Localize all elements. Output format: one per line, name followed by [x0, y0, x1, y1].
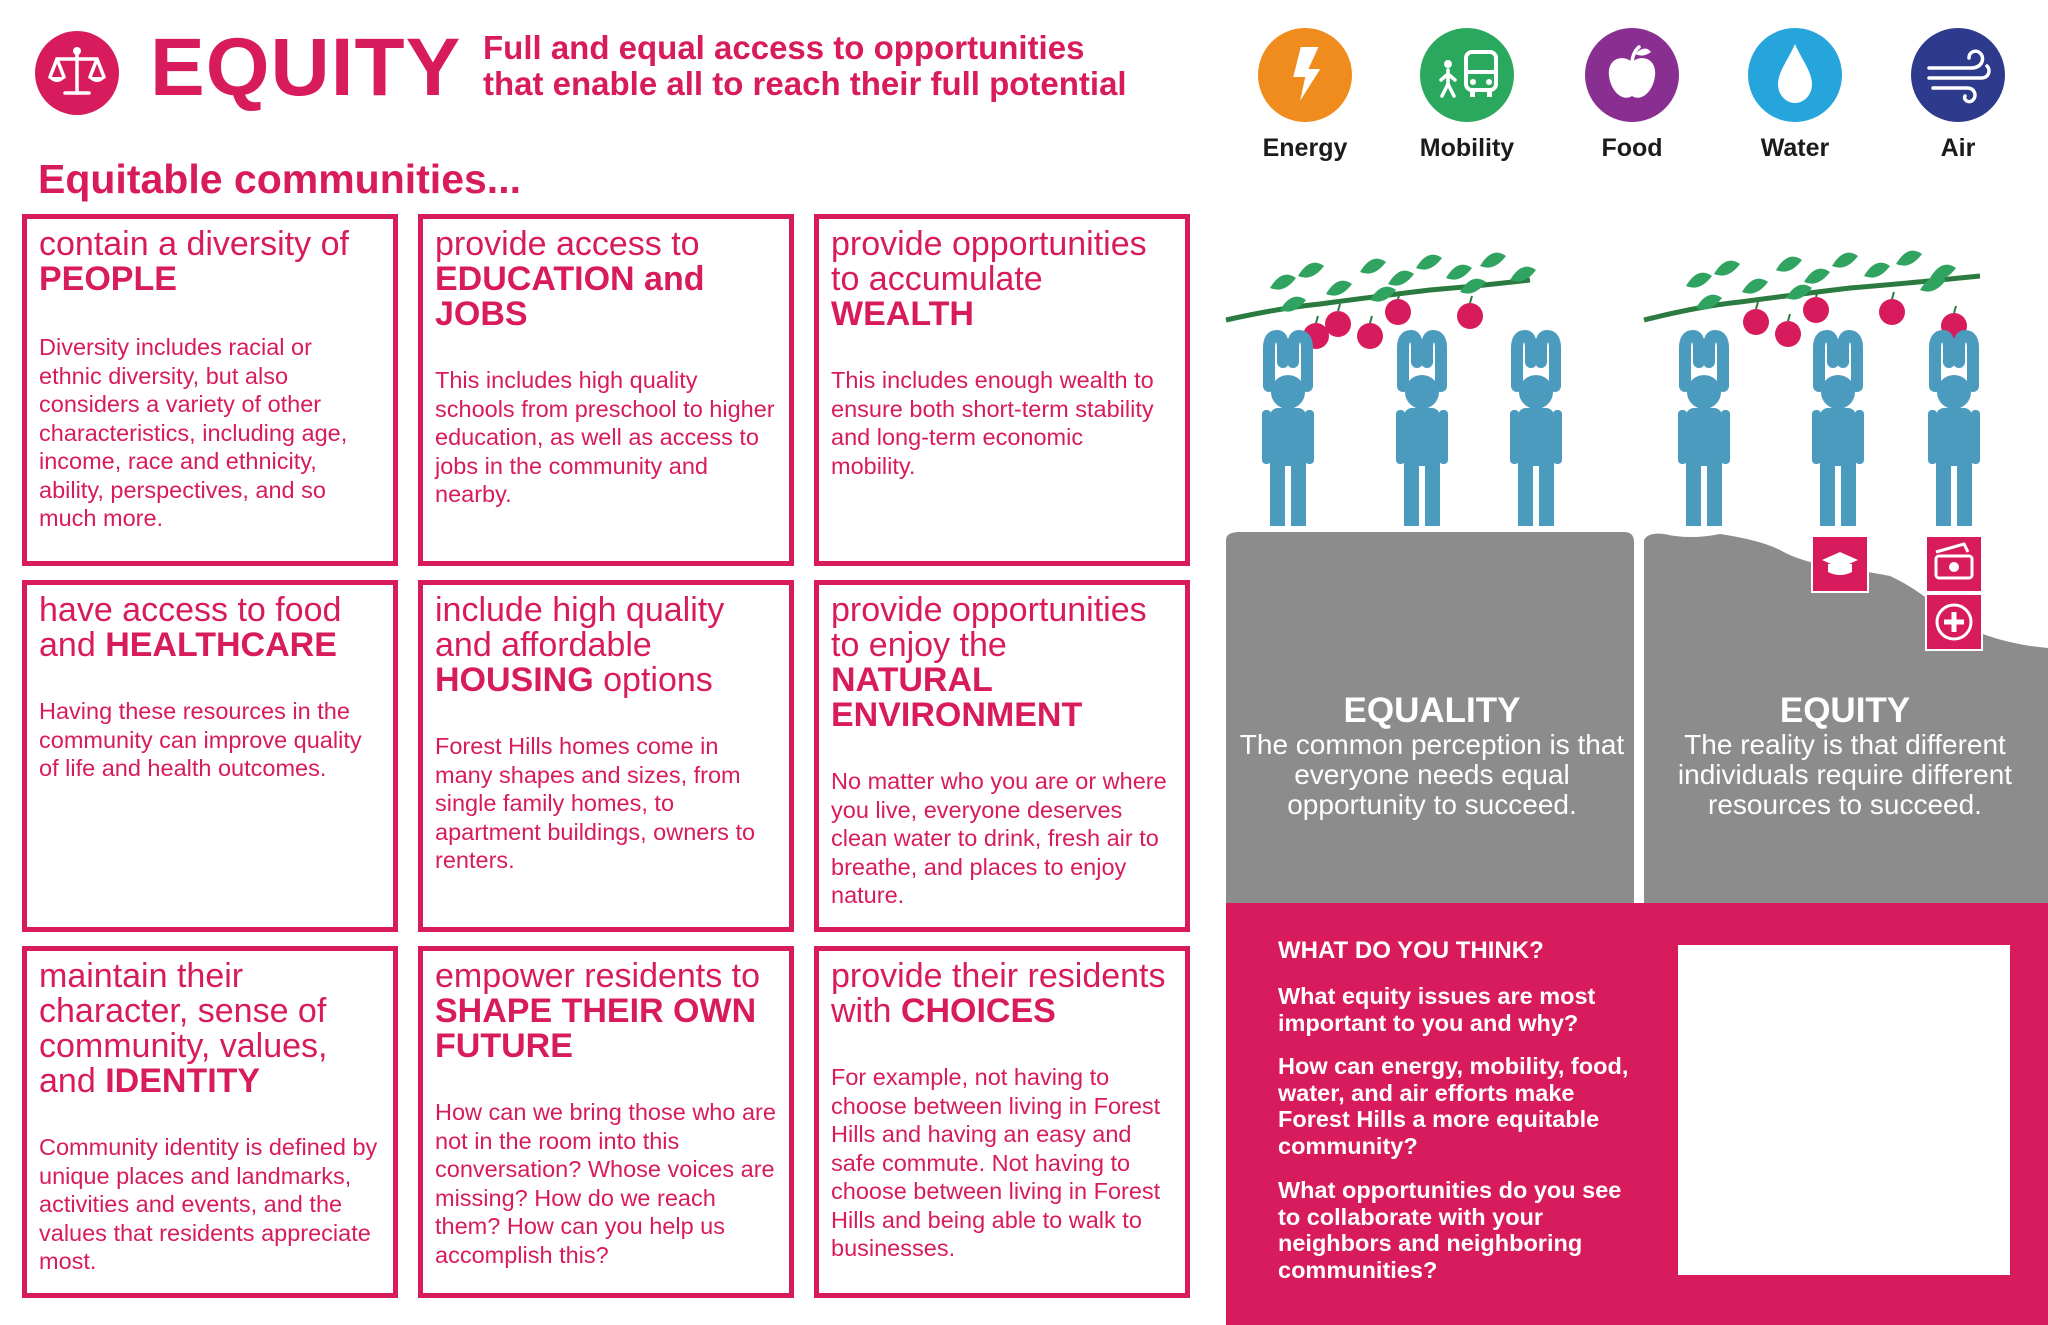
topic-label: Water: [1760, 134, 1830, 162]
card-identity: [22, 946, 398, 1298]
card-emphasis: IDENTITY: [105, 1062, 261, 1100]
card-emphasis: SHAPE THEIR OWN FUTURE: [435, 992, 757, 1065]
card-body: For example, not having to choose between living in Forest Hills and having an easy and safe commute. Not having to choose between living in Forest Hills and being able to walk to businesses.: [831, 1064, 1161, 1261]
card-lead: provide opportunities to accumulate WEALTH: [831, 225, 1147, 333]
lightning-icon: [1258, 28, 1352, 122]
topic-label: Food: [1601, 134, 1663, 162]
card-emphasis: CHOICES: [900, 992, 1056, 1030]
card-body: This includes high quality schools from preschool to higher education, as well as access to jobs in the community and nearby.: [435, 367, 775, 507]
topic-air: [1883, 28, 2033, 163]
graduation-cap-icon: [1812, 536, 1868, 592]
page-title: EQUITY: [150, 22, 462, 113]
tagline: [483, 30, 1223, 102]
apple-icon: [1585, 28, 1679, 122]
questions-heading: WHAT DO YOU THINK?: [1278, 937, 1544, 964]
topic-water: [1720, 28, 1870, 163]
card-emphasis: NATURAL ENVIRONMENT: [831, 661, 1083, 734]
topic-food: [1557, 28, 1707, 163]
card-lead: provide access to EDUCATION and JOBS: [435, 225, 705, 333]
card-body: Forest Hills homes come in many shapes and sizes, from single family homes, to apartment buildings, owners to renters.: [435, 733, 756, 873]
equality-caption: [1232, 692, 1632, 820]
equity-person-3: [1928, 336, 1980, 526]
equity-caption: [1645, 692, 2045, 820]
equality-person-3: [1510, 336, 1562, 526]
questions-panel: [1226, 903, 2048, 1325]
question-1: What equity issues are most important to you and why?: [1278, 983, 1596, 1036]
card-body: How can we bring those who are not in the room into this conversation? Whose voices are missing? How do we reach them? How can you help us accomplish this?: [435, 1099, 776, 1268]
equality-person-2: [1396, 336, 1448, 526]
equity-person-1: [1678, 336, 1730, 526]
card-emphasis: WEALTH: [831, 295, 974, 333]
water-drop-icon: [1748, 28, 1842, 122]
card-healthcare: [22, 580, 398, 932]
equity-text: The reality is that different individuals require different resources to succeed.: [1677, 729, 2013, 820]
scales-of-justice-icon: [35, 31, 119, 115]
section-heading: Equitable communities...: [38, 156, 521, 202]
topic-label: Mobility: [1419, 134, 1515, 162]
equality-equity-illustration: [1220, 250, 2048, 910]
health-cross-icon: [1926, 594, 1982, 650]
card-emphasis: PEOPLE: [39, 260, 177, 298]
tagline-line-2: that enable all to reach their full potential: [483, 65, 1127, 102]
card-lead: have access to food and HEALTHCARE: [39, 591, 342, 664]
card-education-jobs: [418, 214, 794, 566]
bus-pedestrian-icon: [1420, 28, 1514, 122]
card-body: Having these resources in the community can improve quality of life and health outcomes.: [39, 698, 362, 781]
card-lead: empower residents to SHAPE THEIR OWN FUTURE: [435, 957, 761, 1065]
card-lead: provide their residents with CHOICES: [831, 957, 1166, 1030]
topic-label: Energy: [1262, 134, 1348, 162]
card-emphasis: HOUSING: [435, 661, 594, 699]
card-natural-environment: [814, 580, 1190, 932]
tagline-line-1: Full and equal access to opportunities: [483, 29, 1085, 66]
question-3: What opportunities do you see to collaborate with your neighbors and neighboring communities?: [1278, 1177, 1622, 1283]
card-shape-future: [418, 946, 794, 1298]
wind-icon: [1911, 28, 2005, 122]
card-people: [22, 214, 398, 566]
equality-text: The common perception is that everyone needs equal opportunity to succeed.: [1239, 729, 1625, 820]
topic-energy: [1230, 28, 1380, 163]
card-body: Community identity is defined by unique places and landmarks, activities and events, and the values that residents appreciate most.: [39, 1134, 378, 1274]
response-area[interactable]: [1678, 945, 2010, 1275]
card-emphasis: HEALTHCARE: [105, 626, 337, 664]
equality-title: EQUALITY: [1343, 691, 1521, 730]
topic-mobility: [1392, 28, 1542, 163]
card-body: Diversity includes racial or ethnic diversity, but also considers a variety of other characteristics, including age, income, race and ethnicity, ability, perspectives, and so much more.: [39, 334, 348, 531]
topic-label: Air: [1940, 134, 1976, 162]
card-lead: maintain their character, sense of community, values, and IDENTITY: [39, 957, 328, 1100]
card-emphasis: EDUCATION and JOBS: [435, 260, 705, 333]
card-lead: contain a diversity of PEOPLE: [39, 225, 349, 298]
card-body: This includes enough wealth to ensure both short-term stability and long-term economic mobility.: [831, 367, 1154, 479]
question-2: How can energy, mobility, food, water, and air efforts make Forest Hills a more equitable community?: [1278, 1053, 1629, 1159]
card-wealth: [814, 214, 1190, 566]
equality-person-1: [1262, 336, 1314, 526]
money-icon: [1926, 536, 1982, 592]
card-body: No matter who you are or where you live, everyone deserves clean water to drink, fresh air to breathe, and places to enjoy nature.: [831, 768, 1167, 908]
card-choices: [814, 946, 1190, 1298]
card-housing: [418, 580, 794, 932]
card-lead: provide opportunities to enjoy the NATURAL ENVIRONMENT: [831, 591, 1147, 734]
equity-person-2: [1812, 336, 1864, 526]
card-lead: include high quality and affordable HOUSING options: [435, 591, 725, 699]
equity-title: EQUITY: [1779, 691, 1911, 730]
